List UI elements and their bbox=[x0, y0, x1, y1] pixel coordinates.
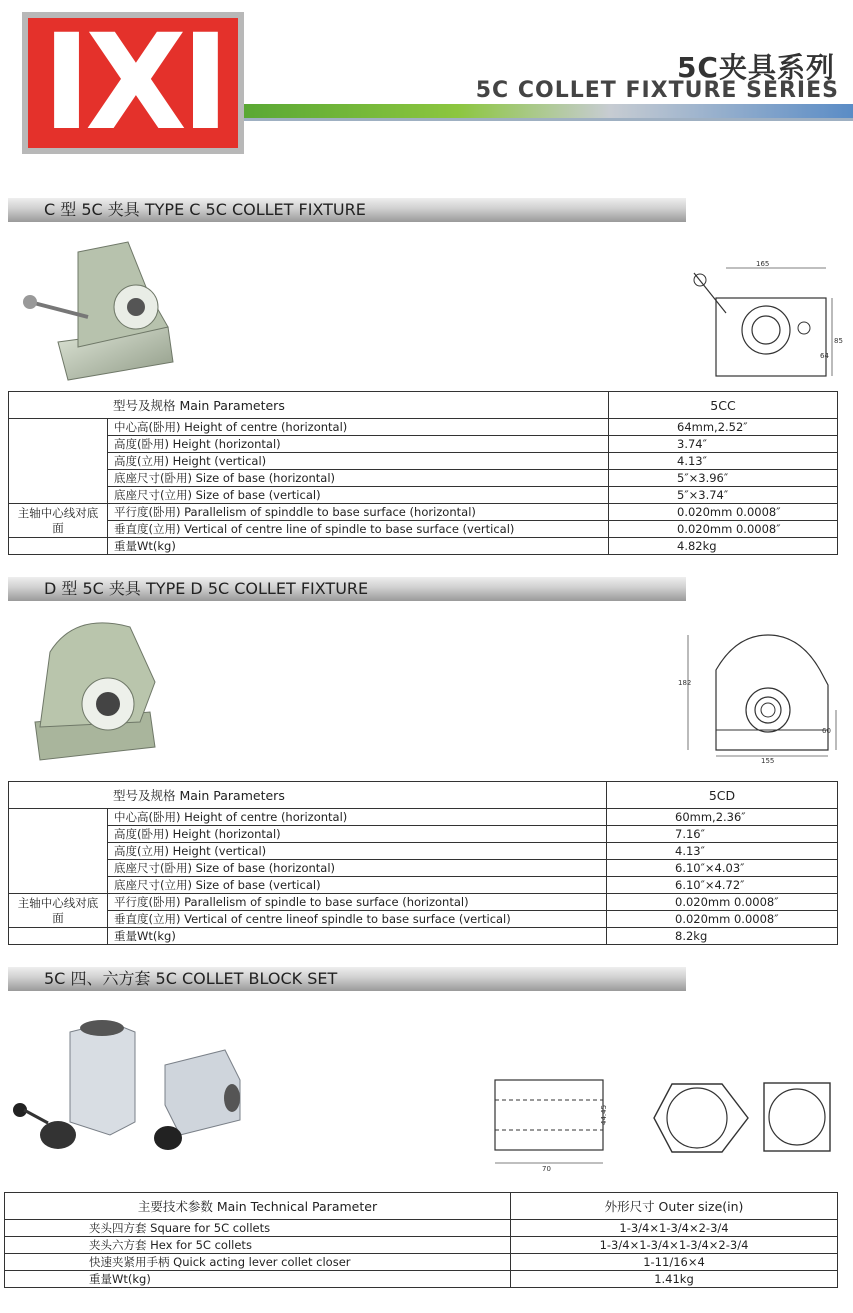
section-c-banner: C 型 5C 夹具 TYPE C 5C COLLET FIXTURE bbox=[8, 198, 686, 222]
d-dim-width: 155 bbox=[761, 757, 775, 765]
header-stripe-underline bbox=[244, 118, 853, 121]
square-end-outline bbox=[764, 1083, 830, 1151]
d-row-value: 4.13″ bbox=[607, 843, 838, 860]
type-c-drawing bbox=[686, 258, 846, 383]
block-dim-dia: 44.45 bbox=[600, 1104, 608, 1125]
c-row-value: 0.020mm 0.0008″ bbox=[609, 504, 838, 521]
c-row-label: 高度(卧用) Height (horizontal) bbox=[108, 436, 609, 453]
catalog-title-en: 5C COLLET FIXTURE SERIES bbox=[475, 78, 839, 103]
c-row-label: 底座尺寸(立用) Size of base (vertical) bbox=[108, 487, 609, 504]
section-d-banner: D 型 5C 夹具 TYPE D 5C COLLET FIXTURE bbox=[8, 577, 686, 601]
d-table-header: 型号及规格 Main Parameters bbox=[9, 782, 607, 809]
d-row-label: 高度(卧用) Height (horizontal) bbox=[108, 826, 607, 843]
c-row-label: 高度(立用) Height (vertical) bbox=[108, 453, 609, 470]
d-row-value: 60mm,2.36″ bbox=[607, 809, 838, 826]
block-row-value: 1-3/4×1-3/4×1-3/4×2-3/4 bbox=[511, 1237, 838, 1254]
d-row-label: 高度(立用) Height (vertical) bbox=[108, 843, 607, 860]
block-row-label: 重量Wt(kg) bbox=[5, 1271, 511, 1288]
c-row-value: 3.74″ bbox=[609, 436, 838, 453]
c-dim-height: 85 bbox=[834, 337, 843, 345]
hex-end-bore bbox=[667, 1088, 727, 1148]
d-group-label: 主轴中心线对底面 bbox=[9, 894, 108, 928]
collet-block-photo bbox=[10, 1010, 250, 1165]
hex-block-shape bbox=[70, 1022, 135, 1135]
block-row-label: 夹头四方套 Square for 5C collets bbox=[5, 1220, 511, 1237]
type-d-fixture-photo bbox=[20, 612, 165, 762]
d-row-label: 底座尺寸(立用) Size of base (vertical) bbox=[108, 877, 607, 894]
d-row-value: 6.10″×4.03″ bbox=[607, 860, 838, 877]
d-row-label: 垂直度(立用) Vertical of centre lineof spindle to base surface (vertical) bbox=[108, 911, 607, 928]
block-end-drawings bbox=[650, 1078, 850, 1158]
type-c-spec-table bbox=[8, 391, 838, 555]
c-photo-bore bbox=[127, 298, 145, 316]
c-photo-lever-ball bbox=[23, 295, 37, 309]
lever-closer-ring bbox=[40, 1121, 76, 1149]
d-drawing-body bbox=[716, 635, 828, 750]
d-row-value: 0.020mm 0.0008″ bbox=[607, 894, 838, 911]
c-row-value: 4.13″ bbox=[609, 453, 838, 470]
d-row-value: 0.020mm 0.0008″ bbox=[607, 911, 838, 928]
block-table-header-right: 外形尺寸 Outer size(in) bbox=[511, 1193, 838, 1220]
d-table-model: 5CD bbox=[607, 782, 838, 809]
block-spec-table bbox=[4, 1192, 838, 1288]
block-side-drawing bbox=[490, 1075, 610, 1175]
d-photo-bore bbox=[96, 692, 120, 716]
block-table-header-left: 主要技术参数 Main Technical Parameter bbox=[5, 1193, 511, 1220]
block-row-label: 快速夹紧用手柄 Quick acting lever collet closer bbox=[5, 1254, 511, 1271]
block-row-value: 1.41kg bbox=[511, 1271, 838, 1288]
c-row-value: 5″×3.96″ bbox=[609, 470, 838, 487]
c-row-label: 平行度(卧用) Parallelism of spinddle to base surface (horizontal) bbox=[108, 504, 609, 521]
d-row-value: 6.10″×4.72″ bbox=[607, 877, 838, 894]
c-row-value: 0.020mm 0.0008″ bbox=[609, 521, 838, 538]
section-block-banner: 5C 四、六方套 5C COLLET BLOCK SET bbox=[8, 967, 686, 991]
c-table-model: 5CC bbox=[609, 392, 838, 419]
d-row-label: 平行度(卧用) Parallelism of spindle to base surface (horizontal) bbox=[108, 894, 607, 911]
d-dim-centre: 60 bbox=[822, 727, 831, 735]
hex-block-bore bbox=[80, 1020, 124, 1036]
brand-logo bbox=[22, 6, 244, 160]
hex-end-outline bbox=[654, 1084, 748, 1152]
type-d-drawing bbox=[676, 630, 846, 765]
c-dim-centre: 64 bbox=[820, 352, 829, 360]
d-dim-height: 182 bbox=[678, 679, 692, 687]
c-row-label: 重量Wt(kg) bbox=[108, 538, 609, 555]
lever-arm bbox=[24, 1110, 48, 1123]
logo-text: IXI bbox=[28, 18, 238, 148]
c-drawing-body bbox=[716, 298, 826, 376]
c-table-header: 型号及规格 Main Parameters bbox=[9, 392, 609, 419]
collet-ring bbox=[154, 1126, 182, 1150]
c-row-value: 5″×3.74″ bbox=[609, 487, 838, 504]
block-dim-length: 70 bbox=[542, 1165, 551, 1173]
c-row-label: 中心高(卧用) Height of centre (horizontal) bbox=[108, 419, 609, 436]
type-d-spec-table bbox=[8, 781, 838, 945]
c-row-value: 4.82kg bbox=[609, 538, 838, 555]
c-group-label: 主轴中心线对底面 bbox=[9, 504, 108, 538]
block-row-value: 1-3/4×1-3/4×2-3/4 bbox=[511, 1220, 838, 1237]
square-end-bore bbox=[769, 1089, 825, 1145]
header-stripe bbox=[244, 104, 853, 118]
c-row-value: 64mm,2.52″ bbox=[609, 419, 838, 436]
block-row-value: 1-11/16×4 bbox=[511, 1254, 838, 1271]
catalog-title-cn: 5C夹具系列 bbox=[676, 51, 835, 84]
c-dim-width: 165 bbox=[756, 260, 770, 268]
c-row-label: 垂直度(立用) Vertical of centre line of spindle to base surface (vertical) bbox=[108, 521, 609, 538]
block-row-label: 夹头六方套 Hex for 5C collets bbox=[5, 1237, 511, 1254]
type-c-fixture-photo bbox=[18, 232, 178, 382]
c-row-label: 底座尺寸(卧用) Size of base (horizontal) bbox=[108, 470, 609, 487]
d-row-value: 8.2kg bbox=[607, 928, 838, 945]
block-side-outline bbox=[495, 1080, 603, 1150]
d-row-label: 重量Wt(kg) bbox=[108, 928, 607, 945]
d-row-label: 中心高(卧用) Height of centre (horizontal) bbox=[108, 809, 607, 826]
d-row-value: 7.16″ bbox=[607, 826, 838, 843]
square-block-bore bbox=[224, 1084, 240, 1112]
d-row-label: 底座尺寸(卧用) Size of base (horizontal) bbox=[108, 860, 607, 877]
